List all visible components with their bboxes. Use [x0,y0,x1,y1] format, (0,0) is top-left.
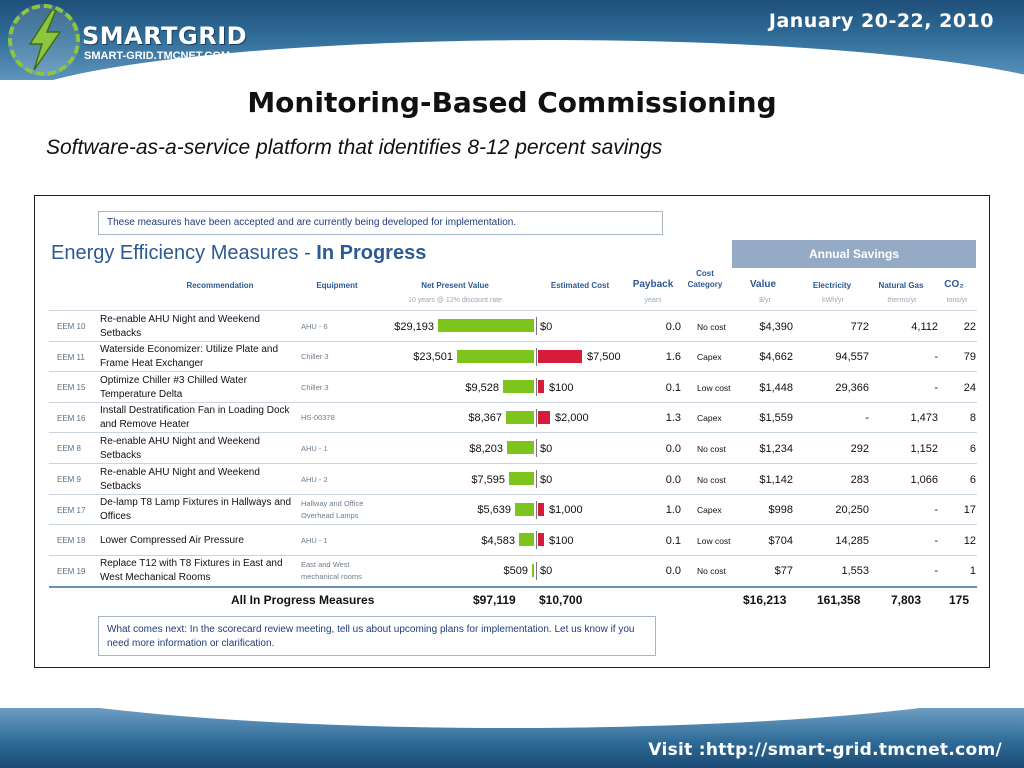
npv-value: $7,595 [471,473,505,486]
equipment: Hallway and Office Overhead Lamps [301,499,364,521]
gas-savings: 1,473 [910,412,938,425]
estimated-cost: $0 [540,320,553,333]
estimated-cost: $0 [540,442,553,455]
estimated-cost: $2,000 [555,412,589,425]
slide-subtitle: Software-as-a-service platform that identifies 8-12 percent savings [46,136,663,159]
eem-id: EEM 15 [57,383,86,393]
cost-axis-line [536,348,537,366]
recommendation: De-lamp T8 Lamp Fixtures in Hallways and Offices [100,497,292,523]
electricity-savings: 1,553 [841,565,869,578]
co2-savings: 8 [969,412,976,425]
col-equipment: Equipment [316,281,358,290]
totals-label: All In Progress Measures [231,593,375,607]
npv-value: $9,528 [465,381,499,394]
npv-bar [506,411,534,424]
gas-savings: 1,066 [910,473,938,486]
equipment: HS-00378 [301,413,335,423]
cost-category: Low cost [697,382,731,393]
cost-category: Capex [697,413,722,424]
report-title [51,242,426,265]
table-row [49,432,977,463]
recommendation: Optimize Chiller #3 Chilled Water Temperature Delta [100,374,247,400]
npv-value: $4,583 [481,534,515,547]
recommendation: Install Destratification Fan in Loading Dock and Remove Heater [100,405,290,431]
eem-id: EEM 18 [57,536,86,546]
co2-savings: 1 [969,565,976,578]
table-row [49,310,977,341]
estimated-cost: $100 [549,534,574,547]
unit-value: $/yr [759,297,771,304]
cost-bar [538,350,582,363]
cost-category: Capex [697,505,722,516]
table-row [49,524,977,555]
table-row [49,463,977,494]
npv-bar [438,319,534,332]
totals-cost: $10,700 [539,593,583,607]
estimated-cost: $100 [549,381,574,394]
cost-axis-line [536,439,537,457]
payback: 0.0 [665,320,681,333]
recommendation: Re-enable AHU Night and Weekend Setbacks [100,466,260,492]
cost-axis-line [536,409,537,427]
gas-savings: 4,112 [911,320,938,333]
eem-id: EEM 19 [57,566,86,576]
co2-savings: 79 [963,351,976,364]
cost-bar [538,380,544,393]
visit-url: Visit :http://smart-grid.tmcnet.com/ [648,740,1002,760]
recommendation: Replace T12 with T8 Fixtures in East and West Mechanical Rooms [100,558,283,584]
col-electricity: Electricity [812,281,852,290]
npv-bar [515,503,534,516]
annual-value: $1,559 [759,412,793,425]
npv-value: $23,501 [413,351,453,364]
eem-id: EEM 17 [57,505,86,515]
estimated-cost: $1,000 [549,504,583,517]
cost-category: No cost [697,566,726,577]
payback: 0.0 [665,473,681,486]
gas-savings: - [934,381,938,394]
electricity-savings: 20,250 [835,504,869,517]
npv-bar [503,380,534,393]
npv-value: $8,367 [468,412,502,425]
cost-category: No cost [697,321,726,332]
annual-value: $4,390 [759,320,793,333]
cost-axis-line [536,562,537,580]
payback: 1.6 [665,351,681,364]
equipment: Chiller 3 [301,382,329,392]
annual-savings-header: Annual Savings [732,240,976,268]
annual-value: $998 [768,504,793,517]
gas-savings: - [934,565,938,578]
slide-title: Monitoring-Based Commissioning [247,86,777,119]
totals-row [49,586,977,612]
cost-category: Capex [697,352,722,363]
annual-value: $1,142 [759,473,793,486]
event-date: January 20-22, 2010 [768,10,994,32]
npv-value: $8,203 [469,442,503,455]
unit-natural-gas: therms/yr [887,297,917,304]
report-title-prefix: Energy Efficiency Measures - [51,242,317,264]
gas-savings: - [934,351,938,364]
report-panel [34,195,990,668]
npv-bar [519,533,534,546]
electricity-savings: 94,557 [835,351,869,364]
cost-category: Low cost [697,535,731,546]
co2-savings: 22 [963,320,976,333]
col-npv: Net Present Value [421,281,489,290]
estimated-cost: $0 [540,565,553,578]
equipment: AHU - 2 [301,474,328,484]
electricity-savings: 283 [850,473,869,486]
payback: 0.0 [665,442,681,455]
cost-axis-line [536,501,537,519]
electricity-savings: - [865,412,869,425]
gas-savings: - [934,504,938,517]
unit-electricity: kWh/yr [822,297,844,304]
eem-id: EEM 16 [57,413,86,423]
payback: 1.3 [665,412,681,425]
payback: 1.0 [665,504,681,517]
co2-savings: 12 [963,534,976,547]
equipment: AHU - 1 [301,535,328,545]
col-recommendation: Recommendation [186,281,254,290]
col-cost-category: Cost Category [687,269,723,289]
col-natural-gas: Natural Gas [878,281,924,290]
payback: 0.1 [665,381,681,394]
equipment: Chiller 3 [301,352,329,362]
co2-savings: 6 [969,442,976,455]
gas-savings: - [934,534,938,547]
footer-wave [0,708,1024,728]
unit-payback: years [644,297,662,304]
next-steps-box: What comes next: In the scorecard review meeting, tell us about upcoming plans for implementation. Let us know if you need more information or clarification. [98,616,656,656]
estimated-cost: $7,500 [587,351,621,364]
annual-value: $704 [768,534,793,547]
electricity-savings: 29,366 [835,381,869,394]
cost-axis-line [536,531,537,549]
col-value: Value [749,279,777,290]
payback: 0.1 [665,534,681,547]
annual-value: $77 [774,565,793,578]
eem-id: EEM 10 [57,322,86,331]
annual-value: $1,234 [759,442,793,455]
npv-bar [457,350,534,363]
cost-bar [538,411,550,424]
equipment: AHU - 1 [301,443,328,453]
npv-value: $5,639 [477,504,511,517]
notice-box: These measures have been accepted and are currently being developed for implementation. [98,211,663,235]
cost-category: No cost [697,443,726,454]
table-row [49,402,977,433]
table-row [49,371,977,402]
gas-savings: 1,152 [910,442,938,455]
brand-name: SMARTGRID [82,22,248,50]
recommendation: Re-enable AHU Night and Weekend Setbacks [100,435,260,461]
recommendation: Waterside Economizer: Utilize Plate and Frame Heat Exchanger [100,344,279,370]
totals-gas: 7,803 [891,593,922,607]
cost-bar [538,533,544,546]
co2-savings: 6 [969,473,976,486]
unit-npv: 10 years @ 12% discount rate [408,297,502,304]
lightning-bolt-icon [22,10,66,70]
eem-id: EEM 11 [57,352,85,362]
cost-category: No cost [697,474,726,485]
electricity-savings: 772 [850,320,869,333]
annual-value: $1,448 [759,381,793,394]
brand-url: SMART-GRID.TMCNET.COM [84,50,231,62]
eem-id: EEM 8 [57,444,82,454]
electricity-savings: 14,285 [835,534,869,547]
table-row [49,341,977,372]
col-estimated-cost: Estimated Cost [550,281,610,290]
payback: 0.0 [665,565,681,578]
table-row [49,555,977,586]
npv-value: $509 [503,565,528,578]
npv-value: $29,193 [394,320,434,333]
table-row [49,494,977,525]
co2-savings: 17 [963,504,976,517]
estimated-cost: $0 [540,473,553,486]
col-co2: CO₂ [944,279,964,290]
report-title-status: In Progress [316,242,427,264]
electricity-savings: 292 [850,442,869,455]
eem-id: EEM 9 [57,475,82,484]
npv-bar [509,472,534,485]
npv-bar [532,564,534,577]
cost-axis-line [536,470,537,488]
totals-electricity: 161,358 [817,593,861,607]
totals-co2: 175 [949,593,970,607]
cost-bar [538,503,544,516]
smartgrid-logo [8,4,248,78]
co2-savings: 24 [963,381,976,394]
cost-axis-line [536,378,537,396]
npv-bar [507,441,534,454]
totals-value: $16,213 [743,593,787,607]
cost-axis-line [536,317,537,335]
totals-npv: $97,119 [473,593,516,607]
col-payback: Payback [632,279,674,290]
equipment: AHU - 6 [301,321,328,331]
recommendation: Re-enable AHU Night and Weekend Setbacks [100,313,260,339]
recommendation: Lower Compressed Air Pressure [100,534,244,546]
unit-co2: tons/yr [946,297,968,304]
header-band [0,0,1024,80]
equipment: East and West mechanical rooms [301,560,362,582]
annual-value: $4,662 [759,351,793,364]
footer-band [0,708,1024,768]
